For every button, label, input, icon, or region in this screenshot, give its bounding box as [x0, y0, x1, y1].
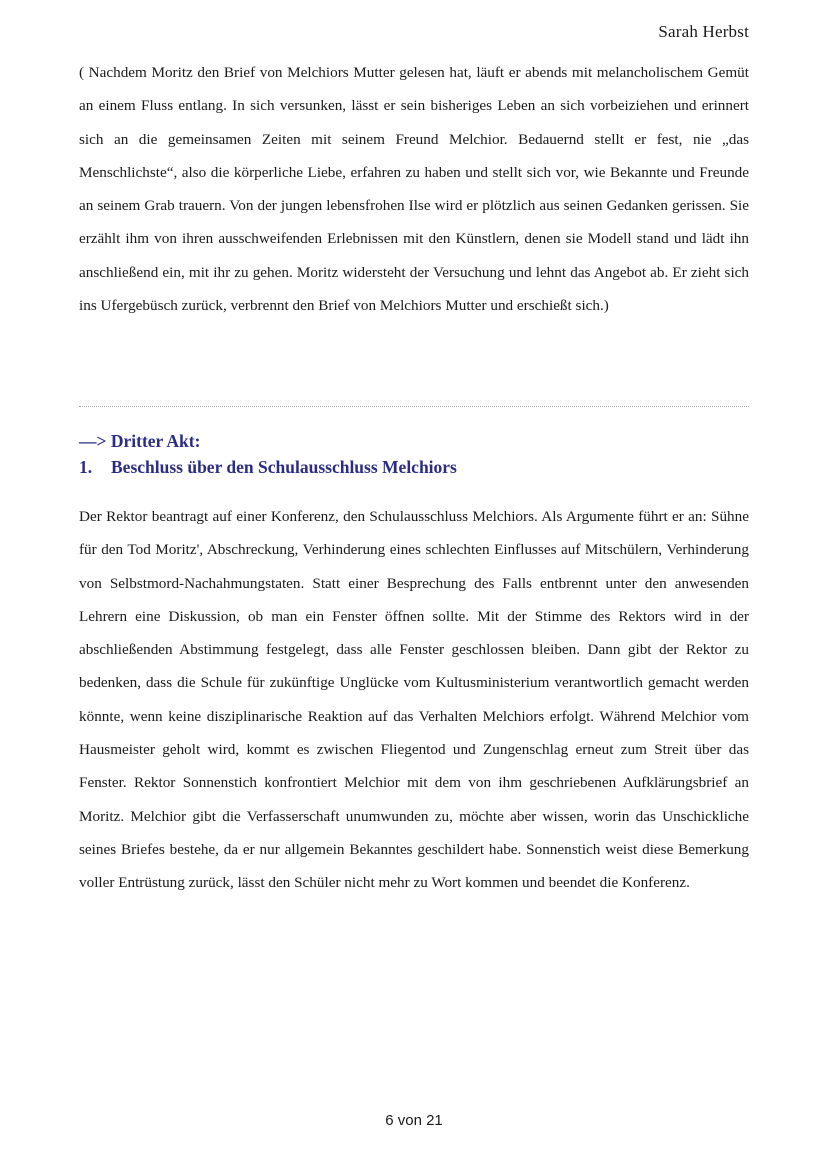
section-title: Beschluss über den Schulausschluss Melchiors: [111, 457, 457, 477]
section-body-container: [79, 500, 749, 900]
dotted-divider: [79, 406, 749, 407]
act-heading: —> Dritter Akt:: [79, 431, 201, 451]
section-heading: [79, 454, 457, 480]
author-name: Sarah Herbst: [658, 22, 749, 41]
intro-paragraph: ( Nachdem Moritz den Brief von Melchiors Mutter gelesen hat, läuft er abends mit melancholischem Gemüt an einem Fluss entlang. In sich versunken, lässt er sein bisheriges Leben an sich vorbeiziehen und erinnert sich an die gemeinsamen Zeiten mit seinem Freund Melchior. Bedauernd stellt er fest, nie „das Menschlichste“, also die körperliche Liebe, erfahren zu haben und stellt sich vor, wie Bekannte und Freunde an seinem Grab trauern. Von der jungen lebensfrohen Ilse wird er plötzlich aus seinen Gedanken gerissen. Sie erzählt ihm von ihren ausschweifenden Erlebnissen mit den Künstlern, denen sie Modell stand und lädt ihn anschließend ein, mit ihr zu gehen. Moritz widersteht der Versuchung und lehnt das Angebot ab. Er zieht sich ins Ufergebüsch zurück, verbrennt den Brief von Melchiors Mutter und erschießt sich.): [79, 64, 749, 315]
page-number: 6 von 21: [385, 1112, 443, 1129]
intro-paragraph-container: [79, 56, 749, 322]
section-number: 1.: [79, 457, 93, 477]
section-paragraph: Der Rektor beantragt auf einer Konferenz, den Schulausschluss Melchiors. Als Argumente führt er an: Sühne für den Tod Moritz', Abschreckung, Verhinderung eines schlechten Einflusses auf Mitschülern, Verhinderung von Selbstmord-Nachahmungstaten. Statt einer Besprechung des Falls entbrennt unter den anwesenden Lehrern eine Diskussion, ob man ein Fenster öffnen sollte. Mit der Stimme des Rektors wird in der abschließenden Abstimmung festgelegt, dass alle Fenster geschlossen bleiben. Dann gibt der Rektor zu bedenken, dass die Schule für zukünftige Unglücke vom Kultusministerium verantwortlich gemacht werden könnte, wenn keine disziplinarische Reaktion auf das Verhalten Melchiors erfolgt. Während Melchior vom Hausmeister geholt wird, kommt es zwischen Fliegentod und Zungenschlag erneut zum Streit über das Fenster. Rektor Sonnenstich konfrontiert Melchior mit dem von ihm geschriebenen Aufklärungsbrief an Moritz. Melchior gibt die Verfasserschaft unumwunden zu, möchte aber wissen, worin das Unschickliche seines Briefes bestehe, da er nur allgemein Bekanntes geschildert habe. Sonnenstich weist diese Bemerkung voller Entrüstung zurück, lässt den Schüler nicht mehr zu Wort kommen und beendet die Konferenz.: [79, 508, 749, 892]
